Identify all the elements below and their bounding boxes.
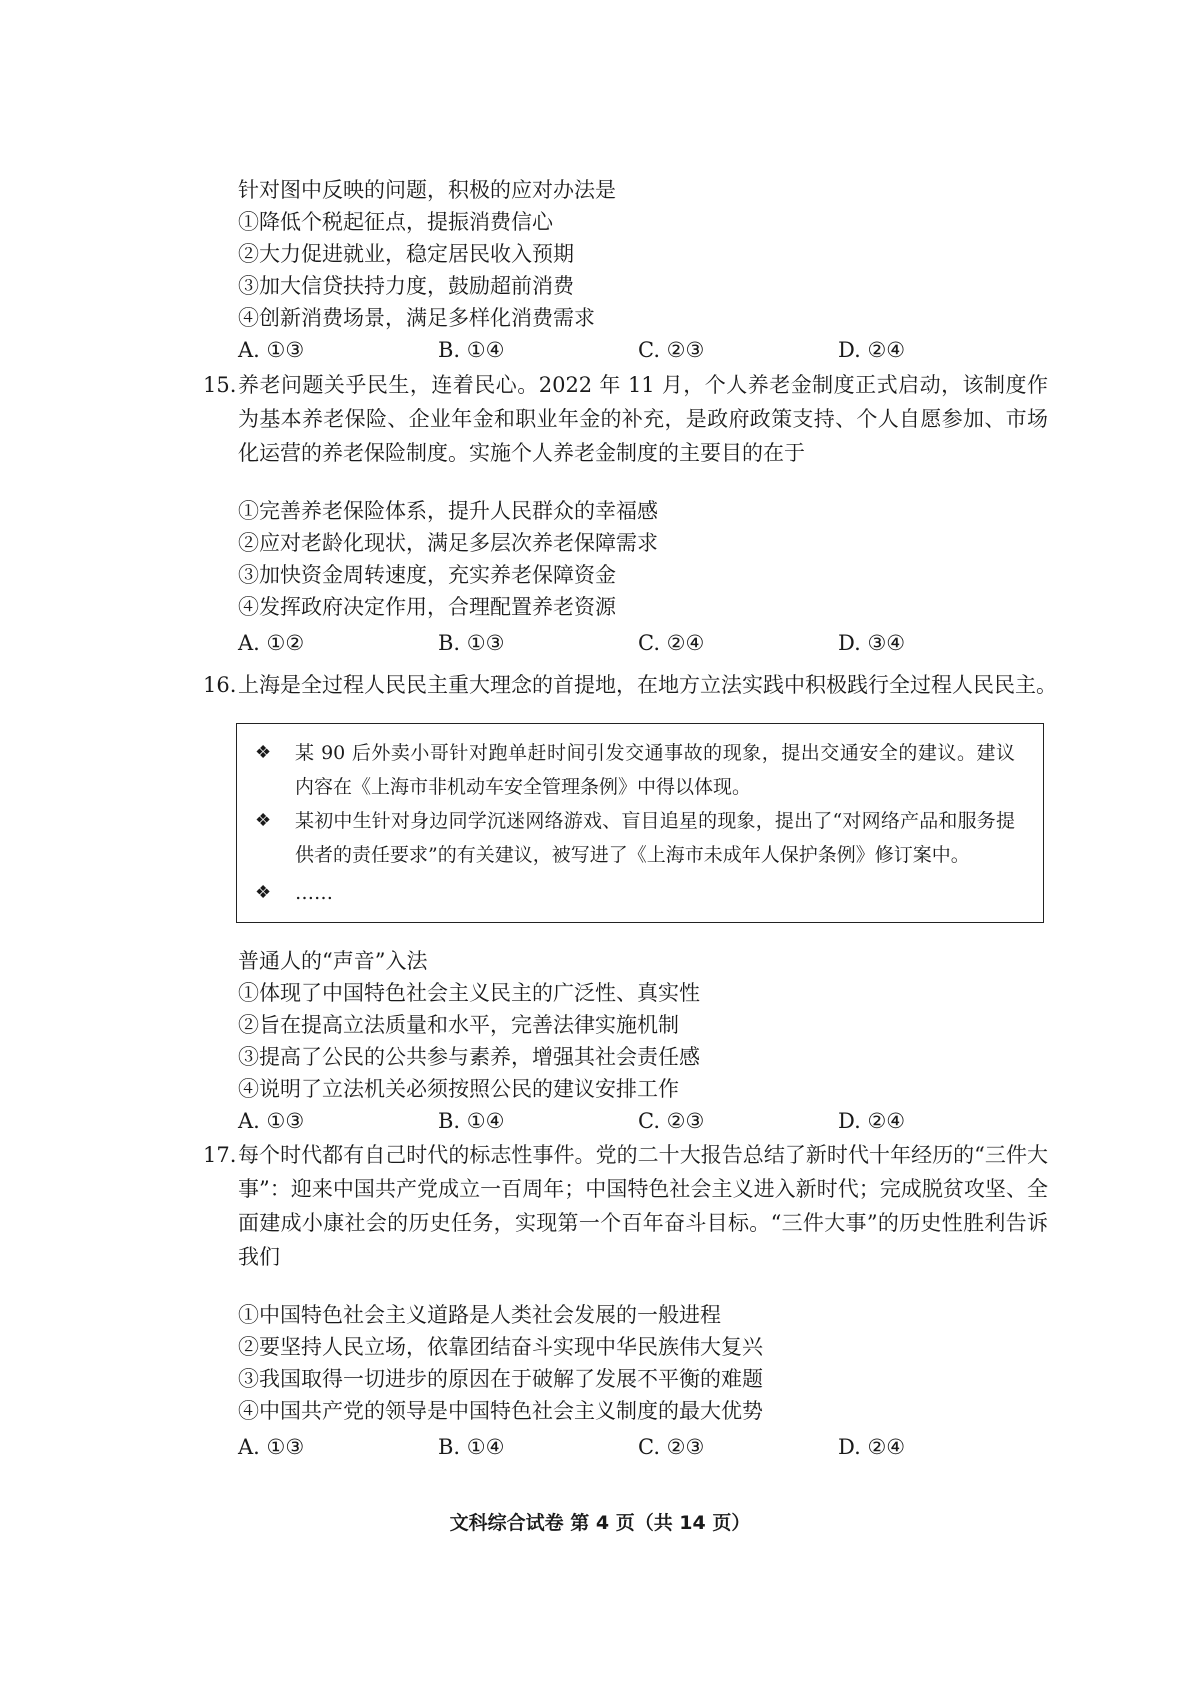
q17-item-4: ④中国共产党的领导是中国特色社会主义制度的最大优势 — [238, 1399, 763, 1423]
q16-prompt: 普通人的“声音”入法 — [238, 949, 428, 973]
q16-box-item-3-text: …… — [295, 882, 333, 904]
q16-stem: 上海是全过程人民民主重大理念的首提地，在地方立法实践中积极践行全过程人民民主。 — [238, 673, 1057, 697]
q15-item-3: ③加快资金周转速度，充实养老保障资金 — [238, 563, 616, 587]
q14-option-d: D. ②④ — [838, 338, 906, 362]
q16-item-2: ②旨在提高立法质量和水平，完善法律实施机制 — [238, 1013, 679, 1037]
q17-option-d: D. ②④ — [838, 1435, 906, 1459]
q14-option-b: B. ①④ — [438, 338, 505, 362]
q15-item-4: ④发挥政府决定作用，合理配置养老资源 — [238, 595, 616, 619]
q15-option-a: A. ①② — [238, 631, 305, 655]
q15-item-2: ②应对老龄化现状，满足多层次养老保障需求 — [238, 531, 658, 555]
q16-number: 16. — [203, 673, 237, 697]
q16-option-d: D. ②④ — [838, 1109, 906, 1133]
q15-item-1: ①完善养老保险体系，提升人民群众的幸福感 — [238, 499, 658, 523]
q17-option-a: A. ①③ — [238, 1435, 305, 1459]
q14-option-c: C. ②③ — [638, 338, 705, 362]
q17-option-c: C. ②③ — [638, 1435, 705, 1459]
q17-option-b: B. ①④ — [438, 1435, 505, 1459]
q15-option-c: C. ②④ — [638, 631, 705, 655]
q16-box-item-3 — [255, 876, 1015, 910]
q16-box-item-1-text: 某 90 后外卖小哥针对跑单赶时间引发交通事故的现象，提出交通安全的建议。建议内容在《上海市非机动车安全管理条例》中得以体现。 — [295, 742, 1015, 798]
q14-item-2: ②大力促进就业，稳定居民收入预期 — [238, 242, 574, 266]
q14-item-3: ③加大信贷扶持力度，鼓励超前消费 — [238, 274, 574, 298]
q17-stem: 每个时代都有自己时代的标志性事件。党的二十大报告总结了新时代十年经历的“三件大事”：迎来中国共产党成立一百周年；中国特色社会主义进入新时代；完成脱贫攻坚、全面建成小康社会的历史任务，实现第一个百年奋斗目标。“三件大事”的历史性胜利告诉我们 — [238, 1143, 1048, 1269]
q16-option-a: A. ①③ — [238, 1109, 305, 1133]
q17-item-3: ③我国取得一切进步的原因在于破解了发展不平衡的难题 — [238, 1367, 763, 1391]
q15-option-b: B. ①③ — [438, 631, 505, 655]
q16-option-b: B. ①④ — [438, 1109, 505, 1133]
q16-option-c: C. ②③ — [638, 1109, 705, 1133]
q16-box-item-2 — [255, 804, 1015, 872]
q16-material-box — [236, 723, 1044, 923]
q14-item-4: ④创新消费场景，满足多样化消费需求 — [238, 306, 595, 330]
q16-item-1: ①体现了中国特色社会主义民主的广泛性、真实性 — [238, 981, 700, 1005]
q15-number: 15. — [203, 373, 237, 397]
q16-item-4: ④说明了立法机关必须按照公民的建议安排工作 — [238, 1077, 679, 1101]
q15-option-d: D. ③④ — [838, 631, 906, 655]
bullet-icon: ❖ — [255, 810, 272, 831]
q17-item-1: ①中国特色社会主义道路是人类社会发展的一般进程 — [238, 1303, 721, 1327]
q16-box-item-2-text: 某初中生针对身边同学沉迷网络游戏、盲目追星的现象，提出了“对网络产品和服务提供者的责任要求”的有关建议，被写进了《上海市未成年人保护条例》修订案中。 — [295, 810, 1015, 866]
q17-item-2: ②要坚持人民立场，依靠团结奋斗实现中华民族伟大复兴 — [238, 1335, 763, 1359]
q14-option-a: A. ①③ — [238, 338, 305, 362]
q16-box-item-1 — [255, 736, 1015, 804]
q17-number: 17. — [203, 1143, 237, 1167]
q15-stem: 养老问题关乎民生，连着民心。2022 年 11 月，个人养老金制度正式启动，该制度作为基本养老保险、企业年金和职业年金的补充，是政府政策支持、个人自愿参加、市场化运营的养老保险制度。实施个人养老金制度的主要目的在于 — [238, 373, 1048, 465]
page-footer: 文科综合试卷 第 4 页（共 14 页） — [449, 1512, 751, 1534]
bullet-icon: ❖ — [255, 882, 272, 903]
q14-item-1: ①降低个税起征点，提振消费信心 — [238, 210, 553, 234]
q14-prompt: 针对图中反映的问题，积极的应对办法是 — [238, 178, 616, 202]
q16-item-3: ③提高了公民的公共参与素养，增强其社会责任感 — [238, 1045, 700, 1069]
bullet-icon: ❖ — [255, 742, 272, 763]
